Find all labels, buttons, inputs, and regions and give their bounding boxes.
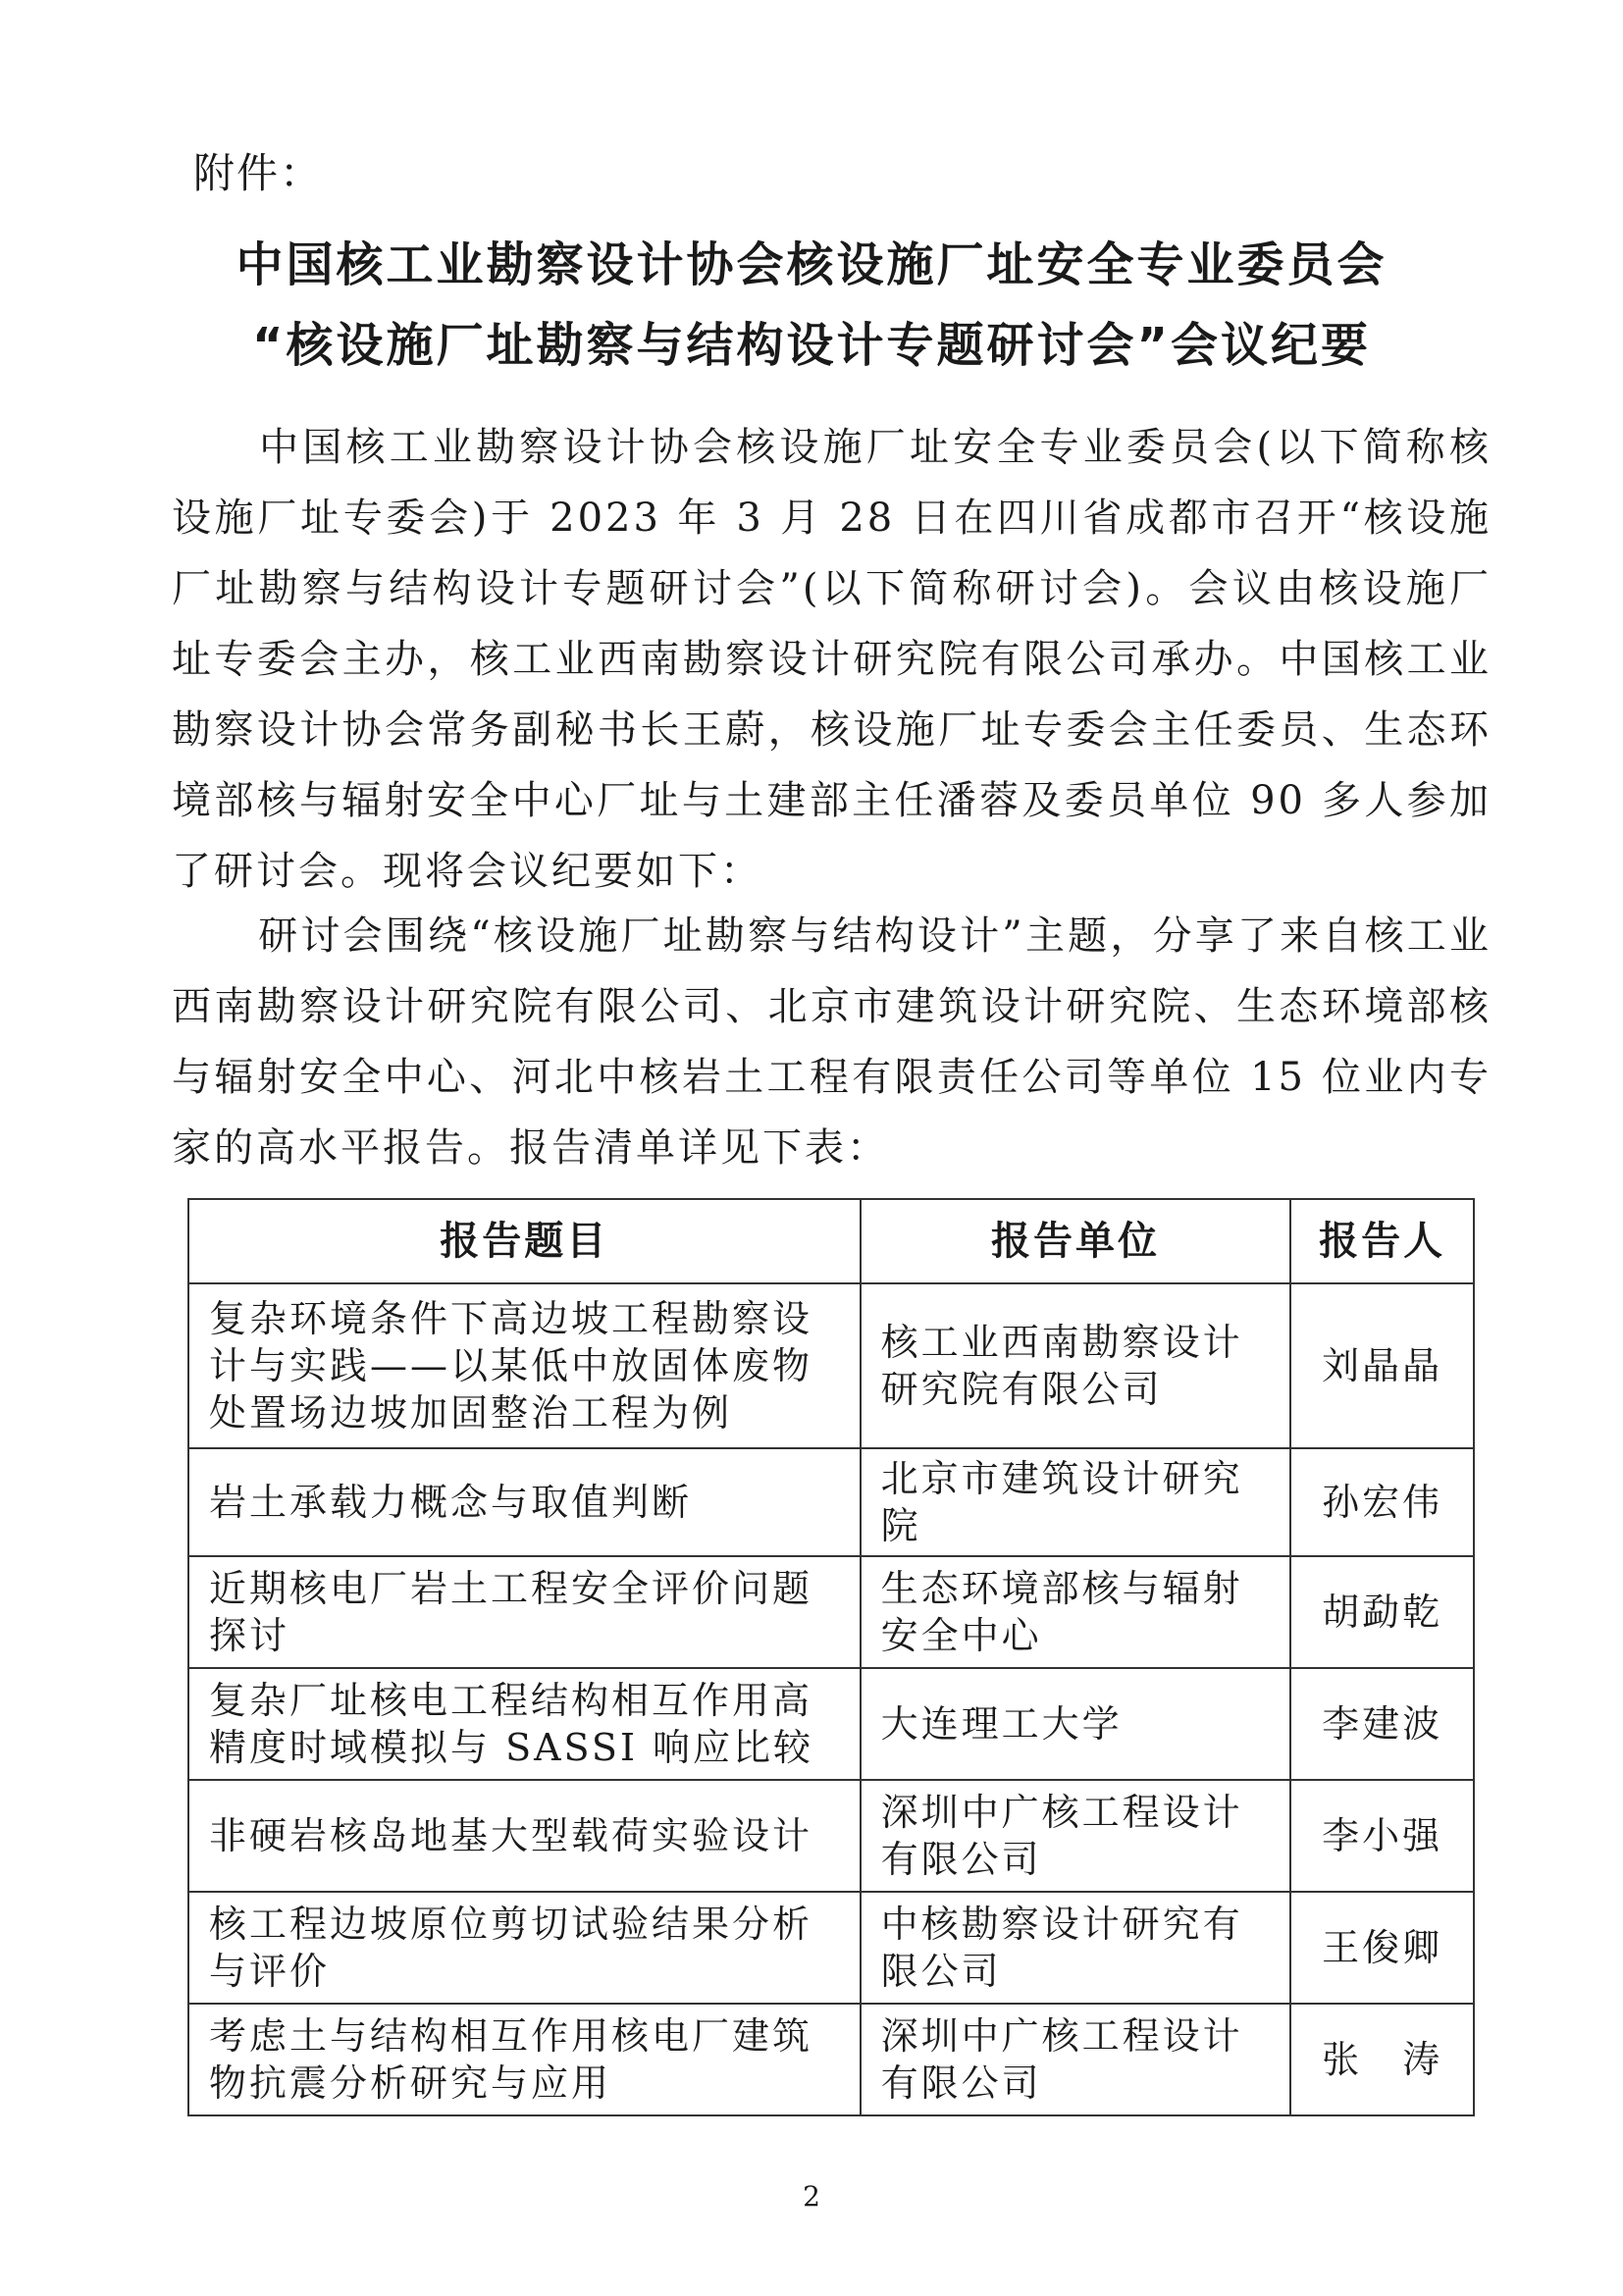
cell-topic: 考虑土与结构相互作用核电厂建筑物抗震分析研究与应用: [188, 2004, 861, 2115]
table-row: [188, 2004, 1474, 2115]
paragraph-1-text: 中国核工业勘察设计协会核设施厂址安全专业委员会(以下简称核设施厂址专委会)于 2023 年 3 月 28 日在四川省成都市召开“核设施厂址勘察与结构设计专题研讨会”(以下简称研讨会)。会议由核设施厂址专委会主办，核工业西南勘察设计研究院有限公司承办。中国核工业勘察设计协会常务副秘书长王蔚，核设施厂址专委会主任委员、生态环境部核与辐射安全中心厂址与土建部主任潘蓉及委员单位 90 多人参加了研讨会。现将会议纪要如下：: [172, 425, 1492, 894]
document-title-line2: “核设施厂址勘察与结构设计专题研讨会”会议纪要: [251, 318, 1372, 373]
cell-unit: 中核勘察设计研究有限公司: [861, 1892, 1291, 2004]
page-number: 2: [803, 2180, 820, 2213]
document-title-line1: 中国核工业勘察设计协会核设施厂址安全专业委员会: [236, 237, 1387, 292]
cell-topic: 复杂厂址核电工程结构相互作用高精度时域模拟与 SASSI 响应比较: [188, 1668, 861, 1780]
cell-unit: 深圳中广核工程设计有限公司: [861, 2004, 1291, 2115]
cell-speaker: 胡勐乾: [1290, 1556, 1474, 1668]
cell-topic: 岩土承载力概念与取值判断: [188, 1448, 861, 1556]
table-row: [188, 1448, 1474, 1556]
cell-speaker: 刘晶晶: [1290, 1283, 1474, 1448]
cell-speaker: 李建波: [1290, 1668, 1474, 1780]
cell-speaker: 王俊卿: [1290, 1892, 1474, 2004]
cell-unit: 深圳中广核工程设计有限公司: [861, 1780, 1291, 1892]
table-row: [188, 1780, 1474, 1892]
cell-speaker: 孙宏伟: [1290, 1448, 1474, 1556]
paragraph-2-text: 研讨会围绕“核设施厂址勘察与结构设计”主题，分享了来自核工业西南勘察设计研究院有限公司、北京市建筑设计研究院、生态环境部核与辐射安全中心、河北中核岩土工程有限责任公司等单位 15 位业内专家的高水平报告。报告清单详见下表：: [172, 913, 1492, 1171]
table-row: [188, 1283, 1474, 1448]
header-unit: 报告单位: [861, 1199, 1291, 1283]
cell-topic: 非硬岩核岛地基大型载荷实验设计: [188, 1780, 861, 1892]
cell-speaker: 李小强: [1290, 1780, 1474, 1892]
cell-unit: 北京市建筑设计研究院: [861, 1448, 1291, 1556]
table-row: [188, 1668, 1474, 1780]
attachment-label: 附件：: [193, 149, 324, 197]
cell-topic: 近期核电厂岩土工程安全评价问题探讨: [188, 1556, 861, 1668]
paragraph-2: [172, 901, 1492, 1183]
header-topic: 报告题目: [188, 1199, 861, 1283]
header-speaker: 报告人: [1290, 1199, 1474, 1283]
cell-unit: 生态环境部核与辐射安全中心: [861, 1556, 1291, 1668]
table-row: [188, 1892, 1474, 2004]
cell-topic: 复杂环境条件下高边坡工程勘察设计与实践——以某低中放固体废物处置场边坡加固整治工程为例: [188, 1283, 861, 1448]
cell-unit: 核工业西南勘察设计研究院有限公司: [861, 1283, 1291, 1448]
cell-speaker: 张 涛: [1290, 2004, 1474, 2115]
cell-unit: 大连理工大学: [861, 1668, 1291, 1780]
paragraph-1: [172, 412, 1492, 907]
table-row: [188, 1556, 1474, 1668]
table-header-row: [188, 1199, 1474, 1283]
cell-topic: 核工程边坡原位剪切试验结果分析与评价: [188, 1892, 861, 2004]
report-table: [187, 1198, 1475, 2116]
